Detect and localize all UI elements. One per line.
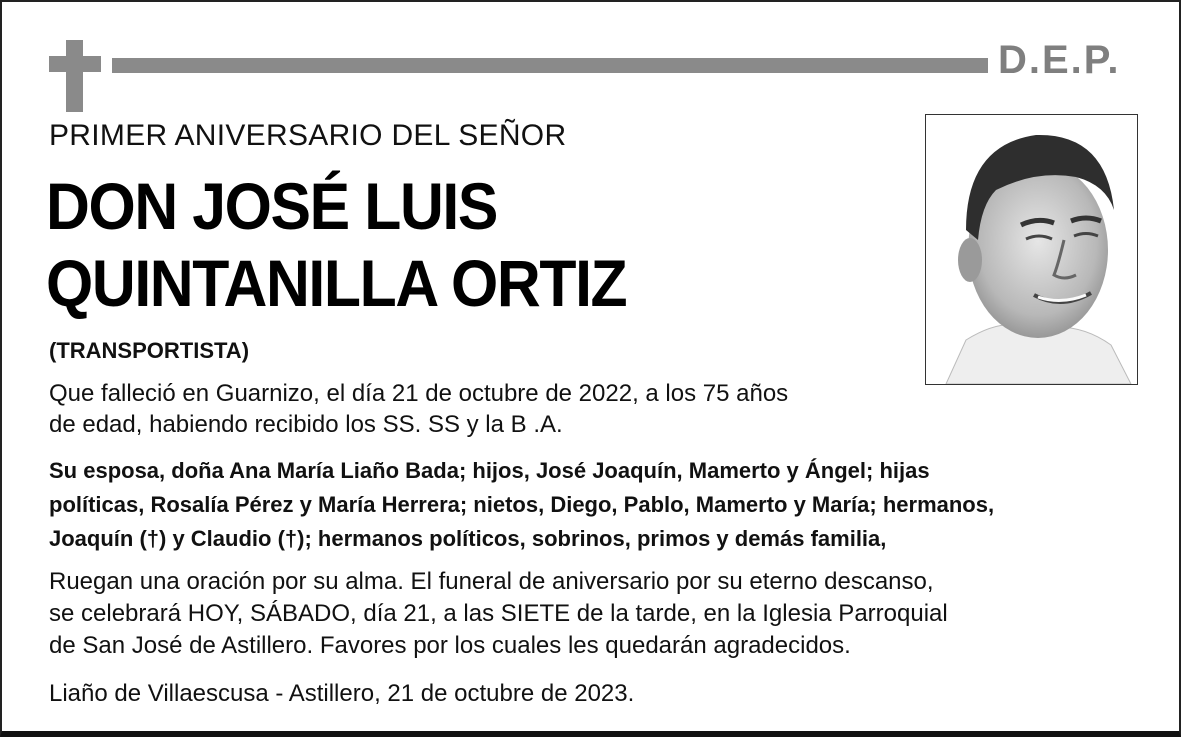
deceased-profession: (TRANSPORTISTA) [49,338,250,363]
death-line: de edad, habiendo recibido los SS. SS y la B .A. [49,411,563,438]
header-rule [112,58,988,73]
request-line: de San José de Astillero. Favores por los cuales les quedarán agradecidos. [49,632,851,659]
cross-icon [49,40,101,112]
family-line: Su esposa, doña Ana María Liaño Bada; hijos, José Joaquín, Mamerto y Ángel; hijas [49,458,930,483]
notice-subtitle: PRIMER ANIVERSARIO DEL SEÑOR [49,119,567,152]
deceased-name-line-1: DON JOSÉ LUIS [46,169,498,243]
family-line: políticas, Rosalía Pérez y María Herrera; nietos, Diego, Pablo, Mamerto y María; hermanos, [49,492,995,517]
place-date: Liaño de Villaescusa - Astillero, 21 de octubre de 2023. [49,680,635,707]
family-line: Joaquín (†) y Claudio (†); hermanos políticos, sobrinos, primos y demás familia, [49,526,887,551]
portrait-image [926,115,1137,384]
request-paragraph [49,566,948,662]
portrait-photo [925,114,1138,385]
request-line: Ruegan una oración por su alma. El funeral de aniversario por su eterno descanso, [49,568,934,595]
death-line: Que falleció en Guarnizo, el día 21 de octubre de 2022, a los 75 años [49,380,789,407]
request-line: se celebrará HOY, SÁBADO, día 21, a las SIETE de la tarde, en la Iglesia Parroquial [49,600,948,627]
family-paragraph [49,454,994,556]
deceased-name-line-2: QUINTANILLA ORTIZ [46,246,627,320]
death-paragraph [49,378,788,440]
dep-label: D.E.P. [998,38,1121,82]
